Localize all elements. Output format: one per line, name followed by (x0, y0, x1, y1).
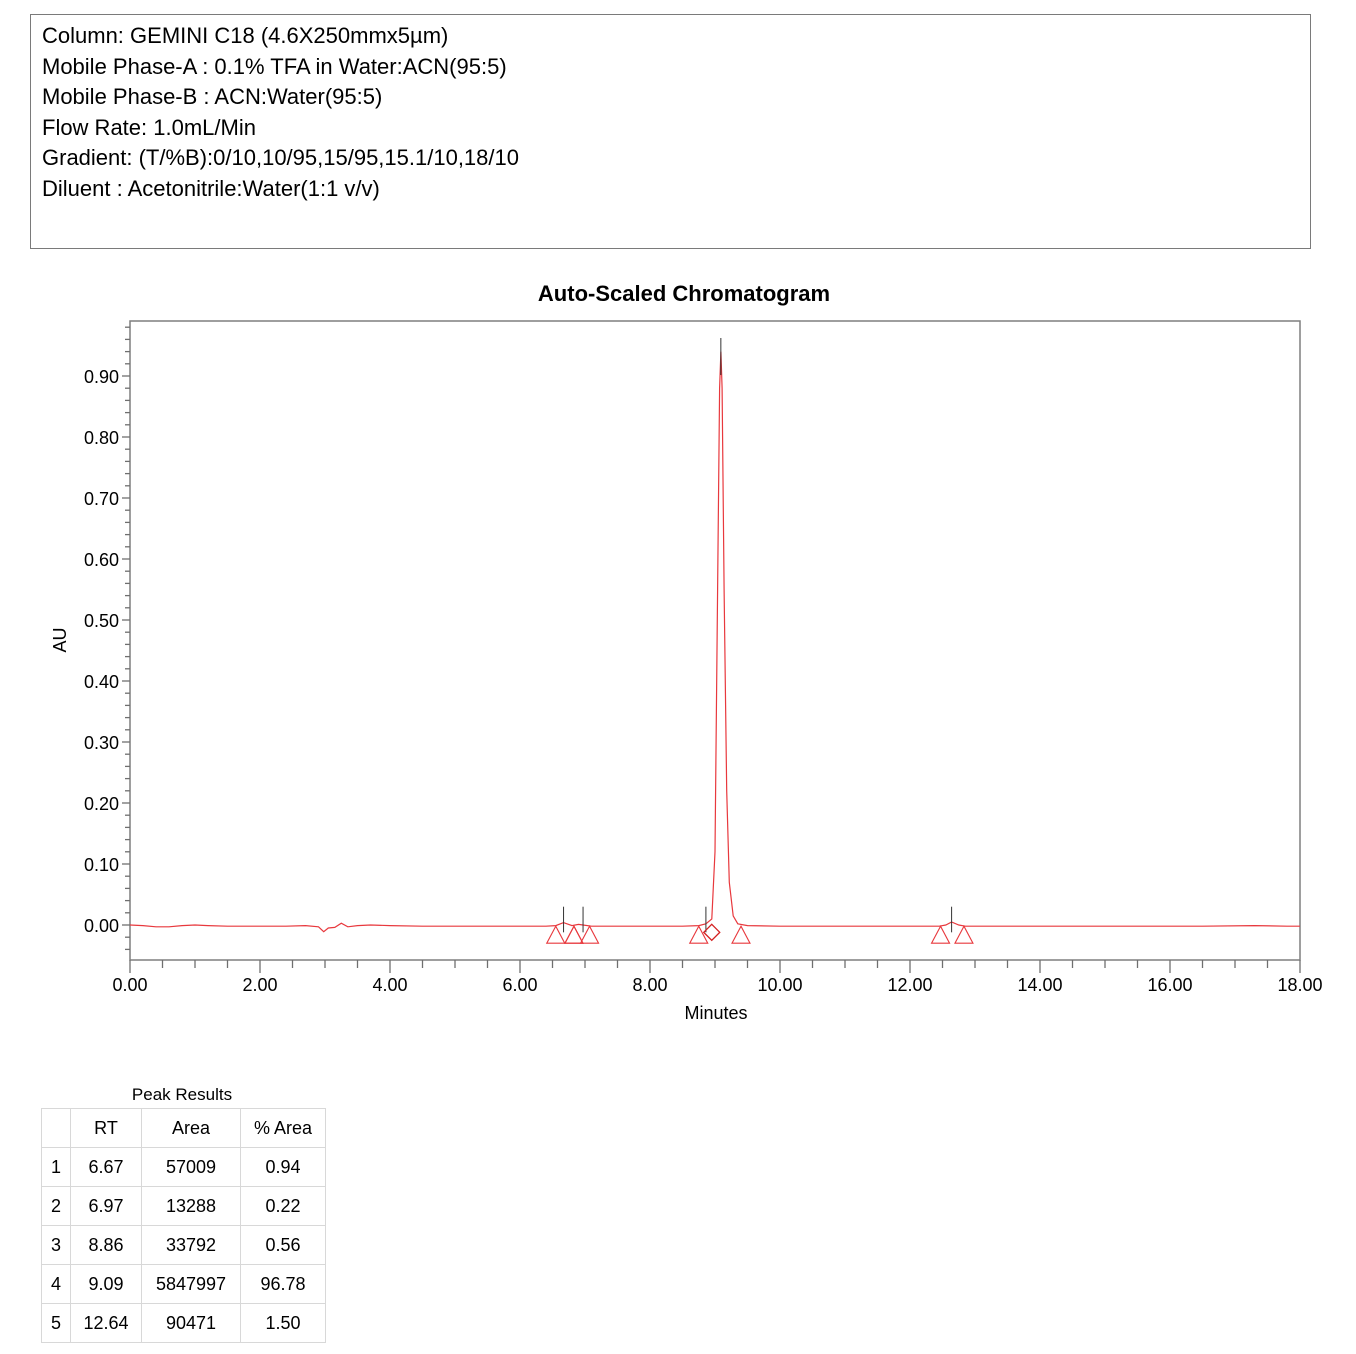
peak-pct-area: 0.94 (241, 1148, 326, 1187)
header-pct-area: % Area (241, 1109, 326, 1148)
chromatogram-trace (130, 352, 1300, 932)
table-header-row (42, 1109, 326, 1148)
peak-pct-area: 1.50 (241, 1304, 326, 1343)
peak-area: 5847997 (142, 1265, 241, 1304)
peak-area: 57009 (142, 1148, 241, 1187)
peak-results-title: Peak Results (131, 1085, 233, 1104)
svg-text:12.00: 12.00 (887, 975, 933, 995)
svg-text:14.00: 14.00 (1017, 975, 1063, 995)
svg-text:0.10: 0.10 (83, 855, 119, 875)
peak-results-table (41, 1108, 326, 1343)
peak-pct-area: 96.78 (241, 1265, 326, 1304)
table-row (42, 1187, 326, 1226)
svg-text:0.50: 0.50 (83, 611, 119, 631)
table-row (42, 1148, 326, 1187)
peak-area: 13288 (142, 1187, 241, 1226)
chart-title: Auto-Scaled Chromatogram (537, 281, 831, 306)
peak-markers (547, 338, 973, 943)
y-axis (84, 327, 130, 949)
svg-text:0.60: 0.60 (83, 550, 119, 570)
header-area: Area (142, 1109, 241, 1148)
svg-text:16.00: 16.00 (1147, 975, 1193, 995)
svg-text:0.00: 0.00 (112, 975, 148, 995)
method-info-box (30, 14, 1311, 249)
peak-index: 1 (42, 1148, 71, 1187)
x-axis-label: Minutes (684, 1003, 748, 1023)
peak-pct-area: 0.56 (241, 1226, 326, 1265)
peak-results-section (41, 1082, 326, 1343)
mobile-phase-b-info: Mobile Phase-B : ACN:Water(95:5) (42, 84, 383, 110)
svg-text:18.00: 18.00 (1277, 975, 1323, 995)
flow-rate-info: Flow Rate: 1.0mL/Min (42, 114, 256, 140)
peak-index: 3 (42, 1226, 71, 1265)
svg-text:0.40: 0.40 (83, 672, 119, 692)
column-info: Column: GEMINI C18 (4.6X250mmx5µm) (42, 23, 449, 48)
y-axis-label: AU (50, 627, 70, 653)
svg-text:4.00: 4.00 (372, 975, 408, 995)
peak-index: 2 (42, 1187, 71, 1226)
x-axis (112, 960, 1322, 995)
gradient-info: Gradient: (T/%B):0/10,10/95,15/95,15.1/10,18/10 (42, 145, 519, 171)
chromatogram-chart (0, 260, 1356, 1040)
svg-text:0.80: 0.80 (83, 428, 119, 448)
svg-text:0.00: 0.00 (83, 916, 119, 936)
table-row (42, 1265, 326, 1304)
peak-pct-area: 0.22 (241, 1187, 326, 1226)
peak-area: 90471 (142, 1304, 241, 1343)
diluent-info: Diluent : Acetonitrile:Water(1:1 v/v) (42, 175, 380, 201)
svg-text:10.00: 10.00 (757, 975, 803, 995)
peak-index: 5 (42, 1304, 71, 1343)
peak-rt: 12.64 (71, 1304, 142, 1343)
header-rt: RT (71, 1109, 142, 1148)
peak-rt: 8.86 (71, 1226, 142, 1265)
svg-text:2.00: 2.00 (242, 975, 278, 995)
mobile-phase-a-info: Mobile Phase-A : 0.1% TFA in Water:ACN(95:5) (42, 53, 507, 79)
header-index (42, 1109, 71, 1148)
table-row (42, 1304, 326, 1343)
svg-text:8.00: 8.00 (632, 975, 668, 995)
svg-text:0.70: 0.70 (83, 489, 119, 509)
svg-text:0.30: 0.30 (83, 733, 119, 753)
peak-index: 4 (42, 1265, 71, 1304)
table-row (42, 1226, 326, 1265)
svg-text:0.20: 0.20 (83, 794, 119, 814)
svg-text:0.90: 0.90 (83, 367, 119, 387)
peak-rt: 6.67 (71, 1148, 142, 1187)
svg-text:6.00: 6.00 (502, 975, 538, 995)
peak-area: 33792 (142, 1226, 241, 1265)
peak-rt: 6.97 (71, 1187, 142, 1226)
peak-rt: 9.09 (71, 1265, 142, 1304)
